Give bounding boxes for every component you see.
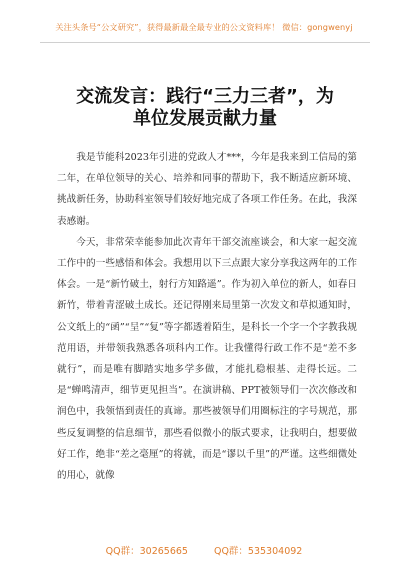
header-divider	[40, 42, 370, 43]
body-paragraph: 我是节能科2023年引进的党政人才***，今年是我来到工信局的第二年，在单位领导的关心、培养和同事的帮助下，我不断适应新环境、挑战新任务，协助科室领导们较好地完成了各项工作任务。在此，我深表感谢。	[57, 152, 357, 227]
body-paragraph: 今天，非常荣幸能参加此次青年干部交流座谈会，和大家一起交流工作中的一些感悟和体会。我想用以下三点跟大家分享我这两年的工作体会。一是“新竹破土，射行方知路遥”。作为初入单位的新人，如春日新竹，带着青涩破土成长。还记得刚来局里第一次发文和草拟通知时，公文纸上的“函”“呈”“复”等字都透着陌生，是科长一个字一个字教我规范用语，并带领我熟悉各项科内工作。让我懂得行政工作不是“差不多就行”，而是唯有脚踏实地多学多做，才能扎稳根基、走得长远。二是“蝉鸣清声，细节更见担当”。在演讲稿、PPT被领导们一次次修改和润色中，我领悟到责任的真谛。那些被领导们用圈标注的字号规范，那些反复调整的信息细节，那些看似微小的版式要求，让我明白，想要做好工作，绝非“差之毫厘”的将就，而是“谬以千里”的严谨。这些细微处的用心，就像	[57, 236, 357, 482]
document-body	[57, 147, 357, 486]
footer-qq-group-2: QQ群：535304092	[213, 546, 303, 557]
footer-qq-group-1: QQ群：30265665	[105, 546, 188, 557]
header-banner: 关注头条号“公文研究”，获得最新最全最专业的公文资料库！ 微信：gongwenyj	[55, 22, 353, 32]
footer	[0, 543, 408, 557]
title-line-1: 交流发言：践行“三力三者”，为	[76, 86, 334, 107]
document-title	[30, 86, 380, 130]
title-line-2: 单位发展贡献力量	[133, 108, 277, 129]
